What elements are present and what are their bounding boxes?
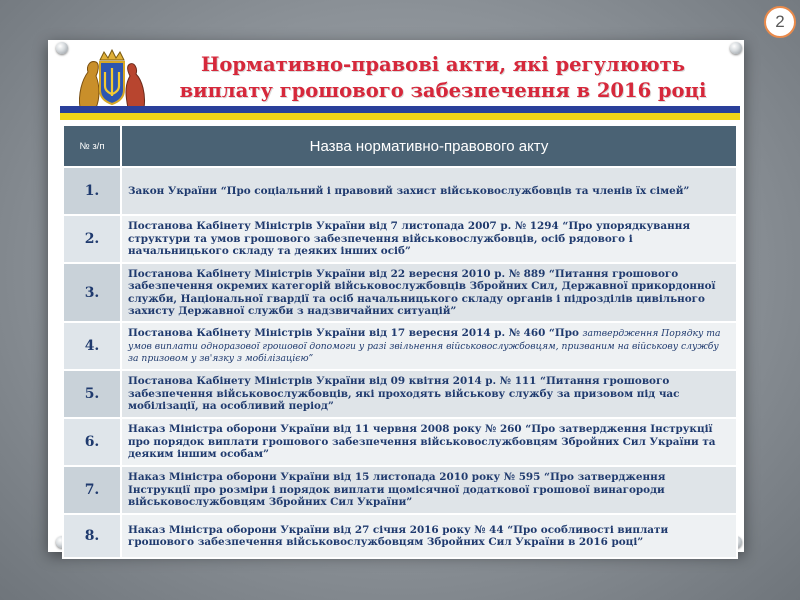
row-number: 4. (63, 322, 121, 370)
row-number: 8. (63, 514, 121, 558)
legal-acts-table (62, 124, 738, 559)
flag-stripe-blue (60, 106, 740, 113)
row-number: 5. (63, 370, 121, 418)
row-number: 7. (63, 466, 121, 514)
row-number: 6. (63, 418, 121, 466)
table-row (63, 418, 737, 466)
pushpin-icon (56, 42, 68, 54)
row-act-title: Закон України “Про соціальний і правовий захист військовослужбовців та членів їх сімей” (121, 167, 737, 215)
slide-number-badge: 2 (764, 6, 796, 38)
header-act-name: Назва нормативно-правового акту (121, 125, 737, 167)
row-act-title: Наказ Міністра оборони України від 11 червня 2008 року № 260 “Про затвердження Інструкції про порядок виплати грошового забезпечення військовослужбовцям Збройних Сил України та деяким іншим особам” (121, 418, 737, 466)
row-act-title: Постанова Кабінету Міністрів України від 09 квітня 2014 р. № 111 “Питання грошового забезпечення військовослужбовців, які проходять військову службу за призовом під час мобілізації, на особливий період” (121, 370, 737, 418)
flag-stripe-yellow (60, 113, 740, 120)
table-row (63, 167, 737, 215)
row-number: 1. (63, 167, 121, 215)
table-row (63, 370, 737, 418)
table-row (63, 263, 737, 322)
row-act-title: Постанова Кабінету Міністрів України від 7 листопада 2007 р. № 1294 “Про упорядкування структури та умов грошового забезпечення військовослужбовців, осіб рядового і начальницького складу та деяких інших осіб” (121, 215, 737, 263)
table-row (63, 215, 737, 263)
row-act-title: Наказ Міністра оборони України від 15 листопада 2010 року № 595 “Про затвердження Інструкції про розміри і порядок виплати щомісячної додаткової грошової винагороди військовослужбовцям Збройних Сил України” (121, 466, 737, 514)
pushpin-icon (730, 42, 742, 54)
table-row (63, 466, 737, 514)
row-act-title-main: Постанова Кабінету Міністрів України від 17 вересня 2014 р. № 460 “Про (128, 327, 579, 340)
row-act-title: Постанова Кабінету Міністрів України від 22 вересня 2010 р. № 889 “Питання грошового забезпечення окремих категорій військовослужбовців Збройних Сил, Державної прикордонної служби, Національної гвардії та осіб начальницького складу органів і підрозділів цивільного захисту Державної служби з надзвичайних ситуацій” (121, 263, 737, 322)
row-number: 3. (63, 263, 121, 322)
row-act-title: Наказ Міністра оборони України від 27 січня 2016 року № 44 “Про особливості виплати грошового забезпечення військовослужбовцям Збройних Сил України в 2016 році” (121, 514, 737, 558)
table-row (63, 514, 737, 558)
table-row (63, 322, 737, 370)
row-act-title (121, 322, 737, 370)
row-number: 2. (63, 215, 121, 263)
title-line-2: виплату грошового забезпечення в 2016 році (179, 79, 707, 102)
table-header-row (63, 125, 737, 167)
title-line-1: Нормативно-правові акти, які регулюють (200, 53, 685, 76)
header-number: № з/п (63, 125, 121, 167)
row-act-title-small: затвердження Порядку та умов виплати одноразової грошової допомоги у разі звільнення військовослужбовцям, призваним на військову службу за призовом у зв'язку з мобілізацією” (128, 328, 721, 365)
slide-title (158, 52, 728, 104)
